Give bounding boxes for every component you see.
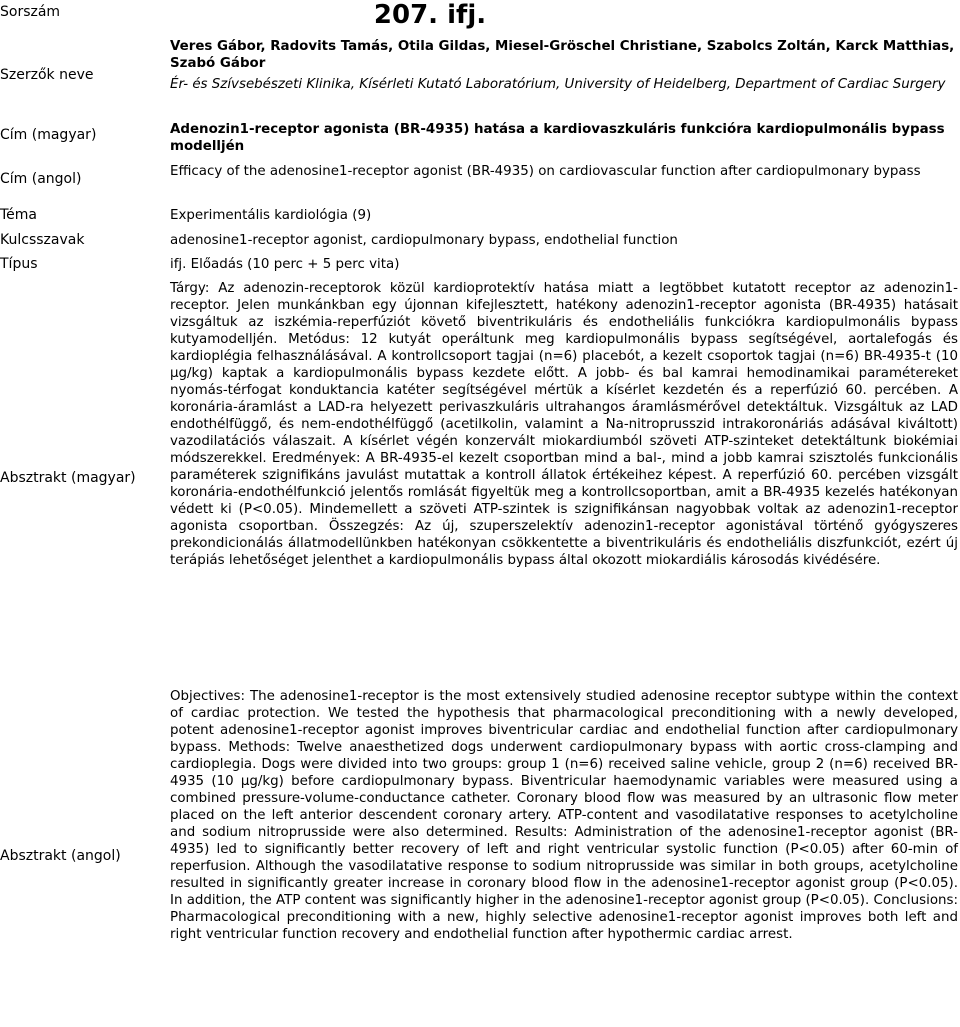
keywords: adenosine1-receptor agonist, cardiopulmonary bypass, endothelial function <box>170 233 678 248</box>
title-english: Efficacy of the adenosine1-receptor agonist (BR-4935) on cardiovascular function after cardiopulmonary bypass <box>170 164 921 179</box>
topic: Experimentális kardiológia (9) <box>170 208 372 223</box>
label-keywords: Kulcsszavak <box>0 232 85 248</box>
label-title-en: Cím (angol) <box>0 171 82 187</box>
label-topic: Téma <box>0 207 38 223</box>
authors: Veres Gábor, Radovits Tamás, Otila Gildas, Miesel-Gröschel Christiane, Szabolcs Zoltán, Karck Matthias, Szabó Gábor <box>170 39 955 71</box>
abstract-number-heading: 207. ifj. <box>373 0 487 30</box>
presentation-type: ifj. Előadás (10 perc + 5 perc vita) <box>170 257 400 272</box>
abstract-hungarian: Tárgy: Az adenozin-receptorok közül kardioprotektív hatása miatt a legtöbbet kutatott receptor az adenozin1-receptor. Jelen munkánkban egy újonnan kifejlesztett, hatékony adenozin1-receptor agonista (BR-4935) hatásait vizsgáltuk az iszkémia-reperfúziót követő biventrikuláris és endotheliális funkciókra kardiopulmonális bypass kutyamodelljén. Metódus: 12 kutyát operáltunk meg kardiopulmonális bypass segítségével, aortalefogás és kardioplégia felhasználásával. A kontrollcsoport tagjai (n=6) placebót, a kezelt csoportok tagjai (n=6) BR-4935-t (10 μg/kg) kaptak a kardiopulmonális bypass kezdete előtt. A jobb- és bal kamrai hemodinamikai paramétereket nyomás-térfogat konduktancia katéter segítségével mértük a kísérlet kezdetén és a reperfúzió 60. percében. A koronária-áramlást a LAD-ra helyezett perivaszkuláris ultrahangos áramlásmérővel detektáltuk. Vizsgáltuk az LAD endothélfüggő, és nem-endothélfüggő (acetilkolin, valamint a Na-nitroprusszid intrakoronáriás adásával kiváltott) vazodilatációs válaszait. A kísérlet végén konzervált miokardiumból szöveti ATP-szinteket detektáltunk biokémiai módszerekkel. Eredmények: A BR-4935-el kezelt csoportban mind a bal-, mind a jobb kamrai szisztolés funkcionális paraméterek szignifikáns javulást mutattak a kontroll állatok értékeihez képest. A reperfúzió 60. percében vizsgált koronária-endothélfunkció jelentős romlását figyeltük meg a kontrollcsoportban, amit a BR-4935 kezelés hatékonyan védett ki (P<0.05). Mindemellett a szöveti ATP-szintek is szignifikánsan nagyobbak voltak az adenozin1-receptor agonista csoportban. Összegzés: Az új, szuperszelektív adenozin1-receptor agonistával történő gyógyszeres prekondicionálás állatmodellünkben hatékonyan csökkentette a biventrikuláris és endotheliális diszfunkciót, ezért új terápiás lehetőséget jelenthet a kardiopulmonális bypass által okozott miokardiális károsodás kivédésére. <box>170 281 958 568</box>
title-hungarian: Adenozin1-receptor agonista (BR-4935) hatása a kardiovaszkuláris funkcióra kardiopulmonális bypass modelljén <box>170 122 945 154</box>
affiliation: Ér- és Szívsebészeti Klinika, Kísérleti Kutató Laboratórium, University of Heidelberg, Department of Cardiac Surgery <box>170 77 946 92</box>
label-sorszam: Sorszám <box>0 4 61 20</box>
abstract-english: Objectives: The adenosine1-receptor is the most extensively studied adenosine receptor subtype within the context of cardiac protection. We tested the hypothesis that pharmacological preconditioning with a newly developed, potent adenosine1-receptor agonist improves biventricular cardiac and endothelial function after cardiopulmonary bypass. Methods: Twelve anaesthetized dogs underwent cardiopulmonary bypass with aortic cross-clamping and cardioplegia. Dogs were divided into two groups: group 1 (n=6) received saline vehicle, group 2 (n=6) received BR-4935 (10 μg/kg) before cardiopulmonary bypass. Biventricular haemodynamic variables were measured using a combined pressure-volume-conductance catheter. Coronary blood flow was measured by an ultrasonic flow meter placed on the left anterior descendent coronary artery. ATP-content and vasodilatative responses to acetylcholine and sodium nitroprusside were also determined. Results: Administration of the adenosine1-receptor agonist (BR-4935) led to significantly better recovery of left and right ventricular systolic function (P<0.05) after 60-min of reperfusion. Although the vasodilatative response to sodium nitroprusside was similar in both groups, acetylcholine resulted in significantly greater increase in coronary blood flow in the adenosine1-receptor agonist group (P<0.05). In addition, the ATP content was significantly higher in the adenosine1-receptor agonist group (P<0.05). Conclusions: Pharmacological preconditioning with a new, highly selective adenosine1-receptor agonist improves both left and right ventricular function recovery and endothelial function after hypothermic cardiac arrest. <box>170 689 958 942</box>
label-title-hu: Cím (magyar) <box>0 127 97 143</box>
label-authors: Szerzők neve <box>0 67 94 83</box>
label-abstract-en: Absztrakt (angol) <box>0 848 121 864</box>
label-abstract-hu: Absztrakt (magyar) <box>0 470 136 486</box>
label-type: Típus <box>0 256 38 272</box>
